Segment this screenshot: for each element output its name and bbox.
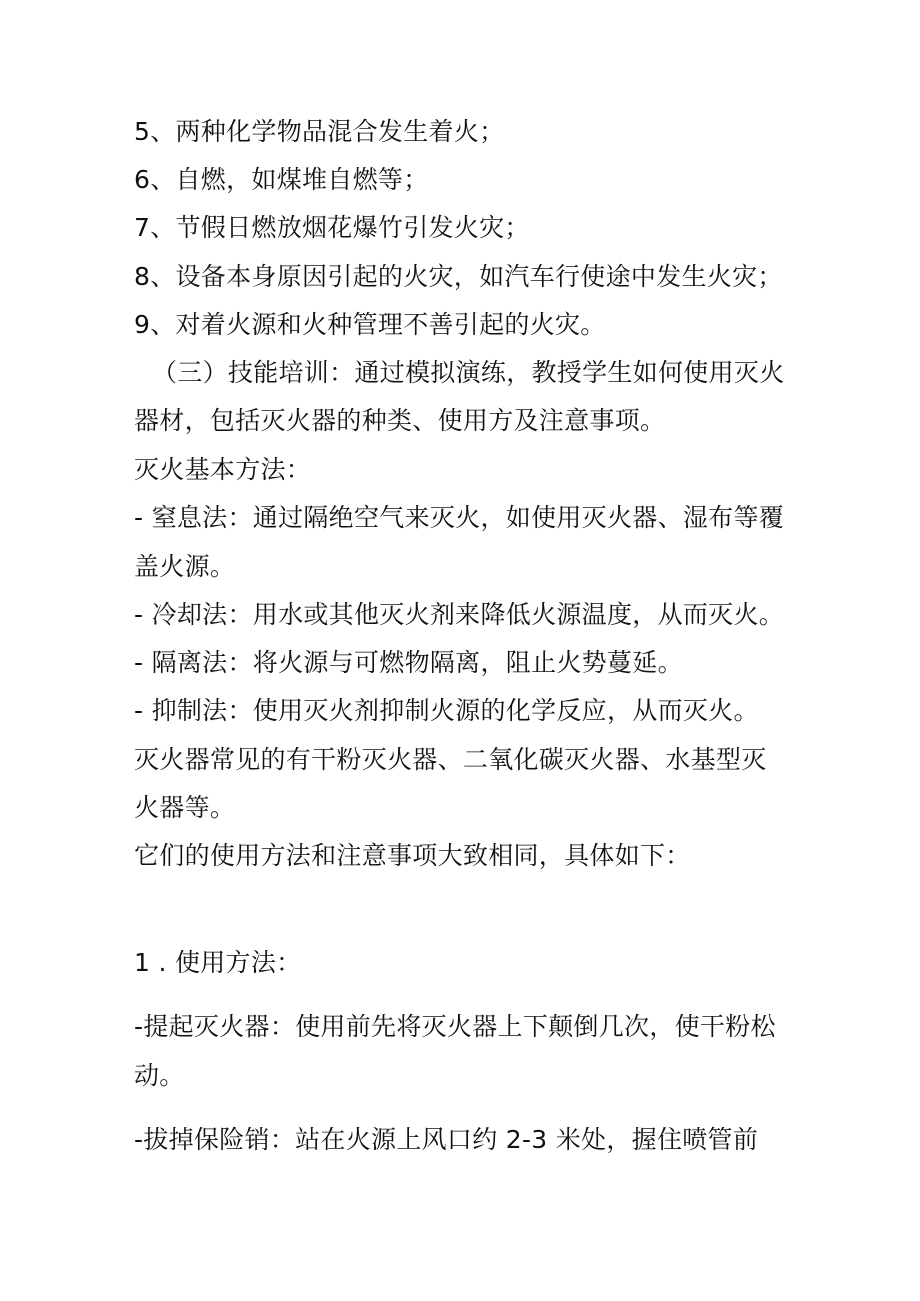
bullet-suffocation: - 窒息法：通过隔绝空气来灭火，如使用灭火器、湿布等覆 <box>134 503 785 532</box>
step-pull-pin: -拔掉保险销：站在火源上风口约 2-3 米处，握住喷管前 <box>134 1125 759 1154</box>
text-line-item-7: 7、节假日燃放烟花爆竹引发火灾； <box>134 213 530 242</box>
bullet-inhibition: - 抑制法：使用灭火剂抑制火源的化学反应，从而灭火。 <box>134 696 759 725</box>
step-lift-extinguisher-continuation: 动。 <box>134 1061 185 1090</box>
text-extinguisher-types-continuation: 火器等。 <box>134 793 236 822</box>
step-lift-extinguisher: -提起灭火器：使用前先将灭火器上下颠倒几次，使干粉松 <box>134 1012 776 1041</box>
section-heading-skills-training: （三）技能培训：通过模拟演练，教授学生如何使用灭火 <box>152 358 785 387</box>
bullet-isolation: - 隔离法：将火源与可燃物隔离，阻止火势蔓延。 <box>134 648 683 677</box>
text-line-item-6: 6、自燃，如煤堆自燃等； <box>134 165 429 194</box>
bullet-cooling: - 冷却法：用水或其他灭火剂来降低火源温度，从而灭火。 <box>134 600 785 629</box>
text-line-item-8: 8、设备本身原因引起的火灾，如汽车行使途中发生火灾； <box>134 262 783 291</box>
text-line-item-9: 9、对着火源和火种管理不善引起的火灾。 <box>134 310 606 339</box>
numbered-heading-usage: 1 . 使用方法： <box>134 948 302 977</box>
bullet-suffocation-continuation: 盖火源。 <box>134 552 236 581</box>
text-extinguisher-types: 灭火器常见的有干粉灭火器、二氧化碳灭火器、水基型灭 <box>134 745 767 774</box>
text-usage-intro: 它们的使用方法和注意事项大致相同，具体如下： <box>134 841 691 870</box>
text-line-item-5: 5、两种化学物品混合发生着火； <box>134 117 505 146</box>
text-line-continuation: 器材，包括灭火器的种类、使用方及注意事项。 <box>134 406 666 435</box>
subheading-basic-methods: 灭火基本方法： <box>134 455 312 484</box>
